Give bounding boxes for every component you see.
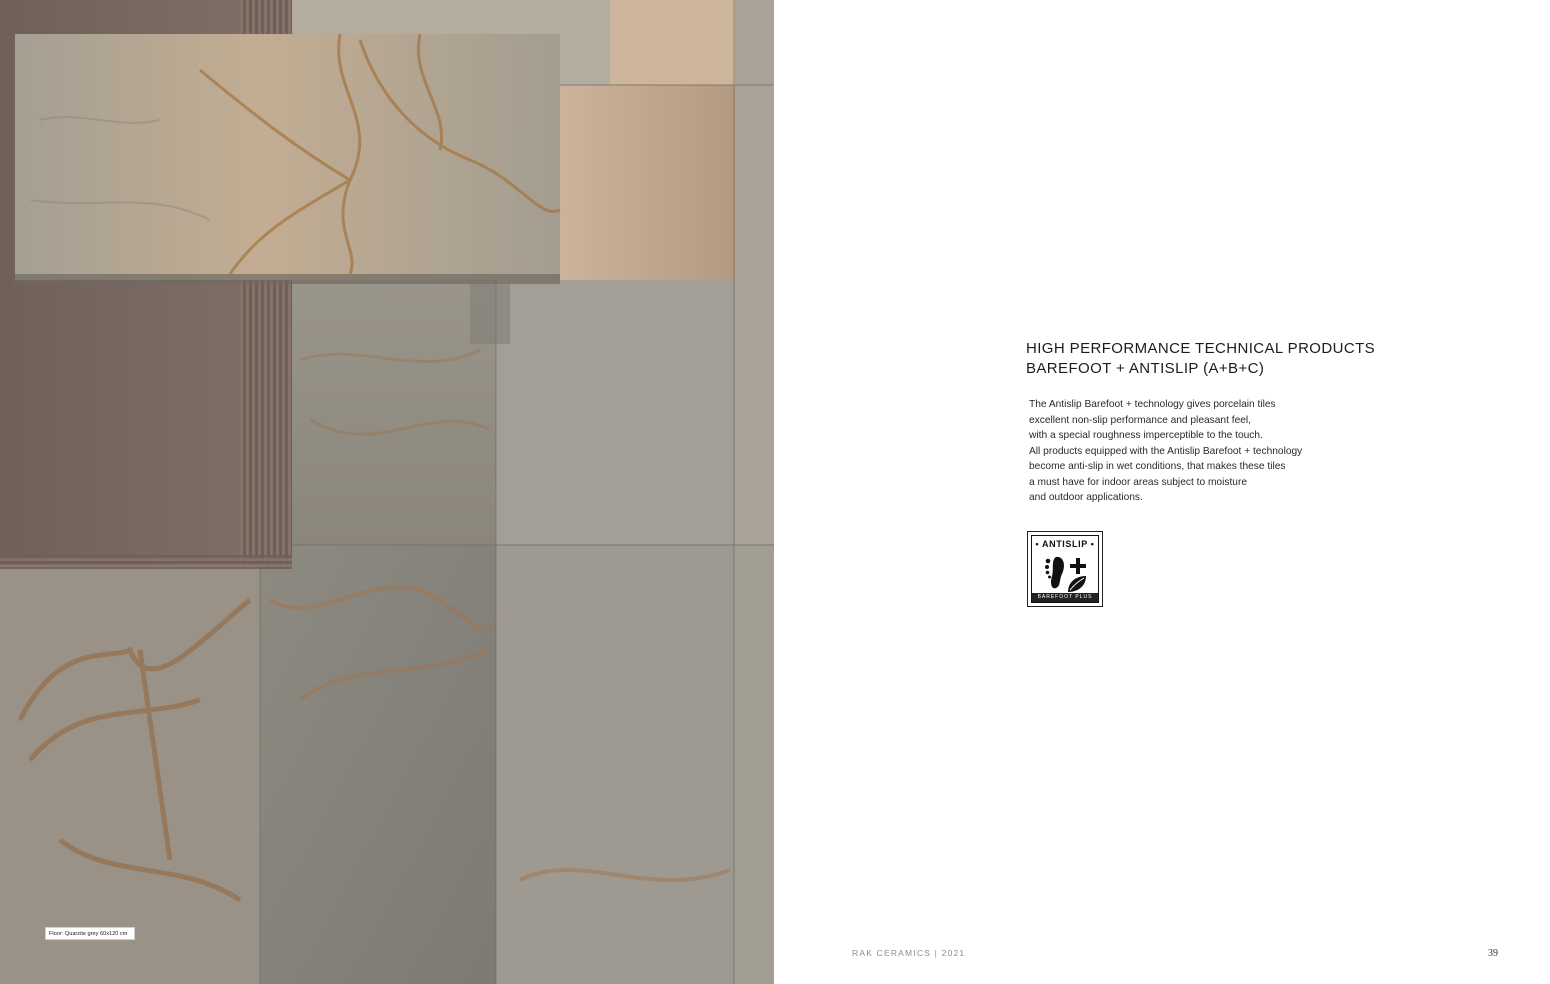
body-line: All products equipped with the Antislip Barefoot + technology [1029,445,1303,457]
badge-bottom-label: BAREFOOT PLUS [1032,593,1098,602]
badge-top-label: • ANTISLIP • [1035,539,1095,549]
body-line: and outdoor applications. [1029,492,1143,503]
footprint-plus-icon [1042,552,1090,596]
body-line: excellent non-slip performance and pleasant feel, [1029,414,1251,426]
footer-brand: RAK CERAMICS | 2021 [852,948,966,958]
section-title [1026,339,1375,378]
product-photo [0,0,774,984]
antislip-badge [1027,531,1103,607]
photo-caption: Floor: Quarzite grey 60x120 cm [45,927,135,940]
page-number: 39 [1488,948,1498,959]
body-line: with a special roughness imperceptible to the touch. [1029,430,1263,441]
badge-frame [1031,535,1099,603]
title-line: HIGH PERFORMANCE TECHNICAL PRODUCTS [1026,340,1376,357]
title-line: BAREFOOT + ANTISLIP (A+B+C) [1026,359,1265,377]
body-line: The Antislip Barefoot + technology gives porcelain tiles [1029,399,1276,410]
body-line: become anti-slip in wet conditions, that makes these tiles [1029,461,1286,472]
stone-tile-scene [0,0,774,984]
section-description [1029,397,1302,506]
body-line: a must have for indoor areas subject to moisture [1029,476,1248,488]
